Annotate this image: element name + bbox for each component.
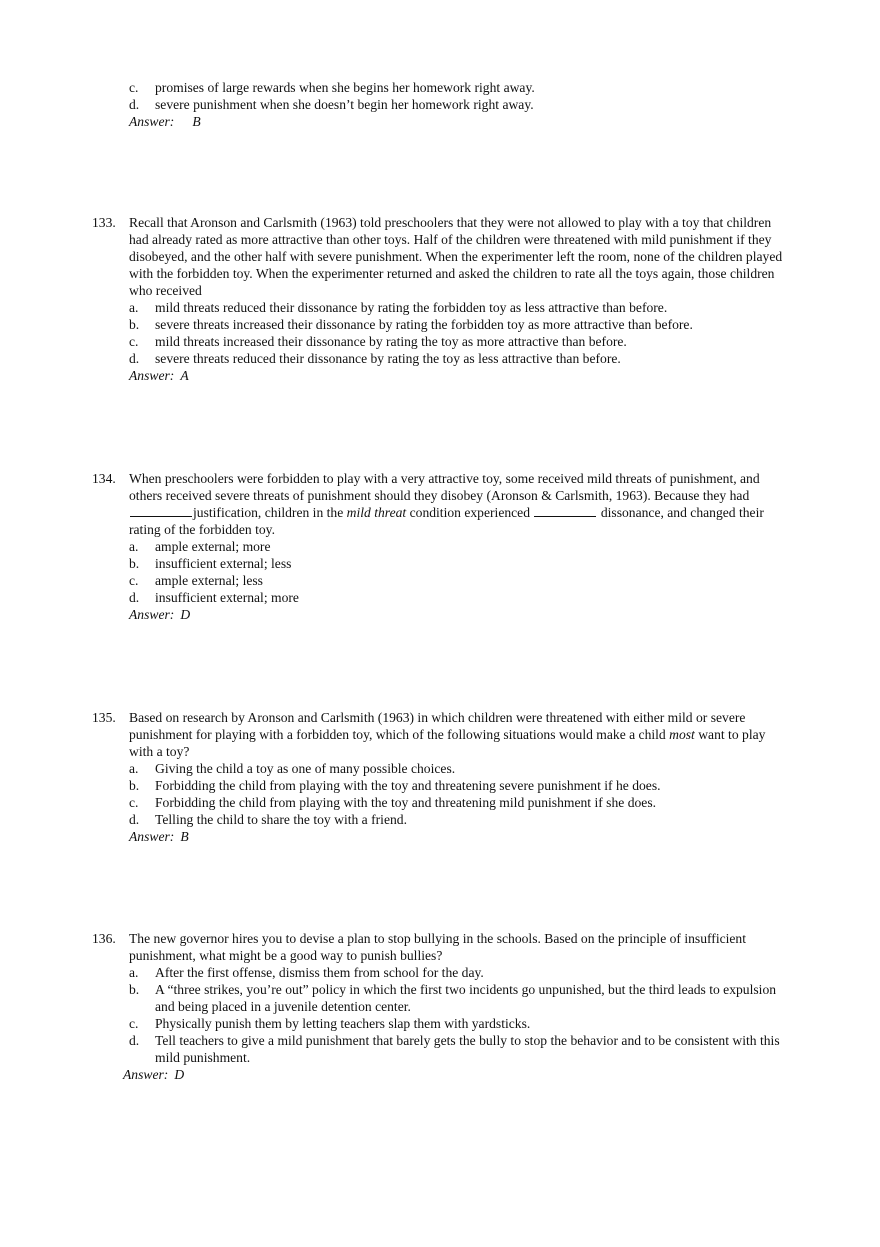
option-text: After the first offense, dismiss them from school for the day. <box>155 965 484 980</box>
fill-blank <box>130 504 192 517</box>
option-text: Forbidding the child from playing with the toy and threatening severe punishment if he does. <box>155 778 661 793</box>
option-text: ample external; more <box>155 539 271 554</box>
option-text: Giving the child a toy as one of many possible choices. <box>155 761 456 776</box>
option-text: severe threats reduced their dissonance by rating the toy as less attractive than before. <box>155 351 621 366</box>
option-letter: b. <box>129 317 140 332</box>
option-d <box>92 96 792 113</box>
option-d <box>92 811 792 828</box>
answer-line <box>92 367 792 384</box>
option-b <box>92 555 792 572</box>
option-letter: c. <box>129 1016 139 1031</box>
option-letter: d. <box>129 590 140 605</box>
answer-value: A <box>180 368 189 383</box>
option-letter: d. <box>129 351 140 366</box>
answer-label: Answer: <box>129 114 175 129</box>
option-b <box>92 777 792 794</box>
question-135 <box>92 709 792 845</box>
question-text-part2: justification, children in the <box>193 505 344 520</box>
option-d <box>92 589 792 606</box>
question-text: The new governor hires you to devise a plan to stop bullying in the schools. Based on the principle of insufficient punishment, what might be a good way to punish bullies? <box>129 931 747 963</box>
option-letter: c. <box>129 334 139 349</box>
question-stem <box>92 470 792 538</box>
option-c <box>92 794 792 811</box>
option-text: Tell teachers to give a mild punishment that barely gets the bully to stop the behavior and to be consistent with this mild punishment. <box>155 1033 780 1065</box>
option-a <box>92 538 792 555</box>
option-text: insufficient external; more <box>155 590 299 605</box>
option-a <box>92 299 792 316</box>
question-134 <box>92 470 792 623</box>
question-136 <box>92 930 792 1083</box>
option-letter: a. <box>129 965 139 980</box>
question-stem <box>92 709 792 760</box>
question-text-part4: dissonance, and changed their rating of the forbidden toy. <box>129 505 764 537</box>
answer-line <box>92 606 792 623</box>
option-letter: d. <box>129 97 140 112</box>
question-number: 135. <box>92 710 116 725</box>
answer-line <box>92 113 792 130</box>
question-stem <box>92 930 792 964</box>
option-text: Physically punish them by letting teachers slap them with yardsticks. <box>155 1016 531 1031</box>
option-text: severe punishment when she doesn’t begin her homework right away. <box>155 97 534 112</box>
option-a <box>92 760 792 777</box>
option-d <box>92 1032 792 1066</box>
option-letter: a. <box>129 539 139 554</box>
answer-label: Answer: <box>129 368 175 383</box>
option-d <box>92 350 792 367</box>
answer-line <box>92 1066 792 1083</box>
question-number: 133. <box>92 215 116 230</box>
answer-line <box>92 828 792 845</box>
question-number: 136. <box>92 931 116 946</box>
option-text: Forbidding the child from playing with the toy and threatening mild punishment if she does. <box>155 795 657 810</box>
fill-blank <box>534 504 596 517</box>
option-text: mild threats reduced their dissonance by rating the forbidden toy as less attractive than before. <box>155 300 668 315</box>
option-text: mild threats increased their dissonance by rating the toy as more attractive than before. <box>155 334 627 349</box>
question-text-part1: Based on research by Aronson and Carlsmith (1963) in which children were threatened with either mild or severe punishment for playing with a forbidden toy, which of the following situations would make a child <box>129 710 746 742</box>
option-letter: c. <box>129 795 139 810</box>
option-letter: a. <box>129 300 139 315</box>
option-b <box>92 981 792 1015</box>
option-letter: d. <box>129 1033 140 1048</box>
option-letter: b. <box>129 556 140 571</box>
answer-value: D <box>174 1067 185 1082</box>
question-133 <box>92 214 792 384</box>
answer-label: Answer: <box>129 607 175 622</box>
option-letter: c. <box>129 80 139 95</box>
answer-value: B <box>180 829 189 844</box>
option-a <box>92 964 792 981</box>
question-132-tail <box>92 79 792 130</box>
option-text: insufficient external; less <box>155 556 292 571</box>
option-c <box>92 333 792 350</box>
option-text: Telling the child to share the toy with a friend. <box>155 812 407 827</box>
question-text-part3: condition experienced <box>409 505 531 520</box>
question-text: Recall that Aronson and Carlsmith (1963) told preschoolers that they were not allowed to play with a toy that children had already rated as more attractive than other toys. Half of the children were threatened with mild punishment if they disobeyed, and the other half with severe punishment. When the experimenter left the room, none of the children played with the forbidden toy. When the experimenter returned and asked the children to rate all the toys again, those children who received <box>129 215 783 298</box>
answer-label: Answer: <box>129 829 175 844</box>
option-letter: b. <box>129 778 140 793</box>
option-text: severe threats increased their dissonance by rating the forbidden toy as more attractive than before. <box>155 317 693 332</box>
option-b <box>92 316 792 333</box>
question-stem <box>92 214 792 299</box>
option-text: promises of large rewards when she begins her homework right away. <box>155 80 535 95</box>
answer-value: B <box>192 114 201 129</box>
question-number: 134. <box>92 471 116 486</box>
option-text: ample external; less <box>155 573 263 588</box>
question-text-emphasis: mild threat <box>346 505 407 520</box>
option-text: A “three strikes, you’re out” policy in which the first two incidents go unpunished, but the third leads to expulsion and being placed in a juvenile detention center. <box>155 982 777 1014</box>
answer-label: Answer: <box>123 1067 169 1082</box>
option-letter: d. <box>129 812 140 827</box>
option-c <box>92 1015 792 1032</box>
question-text-emphasis: most <box>669 727 695 742</box>
option-c <box>92 79 792 96</box>
option-c <box>92 572 792 589</box>
question-text-part1: When preschoolers were forbidden to play with a very attractive toy, some received mild threats of punishment, and others received severe threats of punishment should they disobey (Aronson & Carlsmith, 1963). Because they had <box>129 471 760 503</box>
question-text-part2: want to play with a toy? <box>129 727 766 759</box>
option-letter: b. <box>129 982 140 997</box>
option-letter: c. <box>129 573 139 588</box>
answer-value: D <box>180 607 191 622</box>
option-letter: a. <box>129 761 139 776</box>
